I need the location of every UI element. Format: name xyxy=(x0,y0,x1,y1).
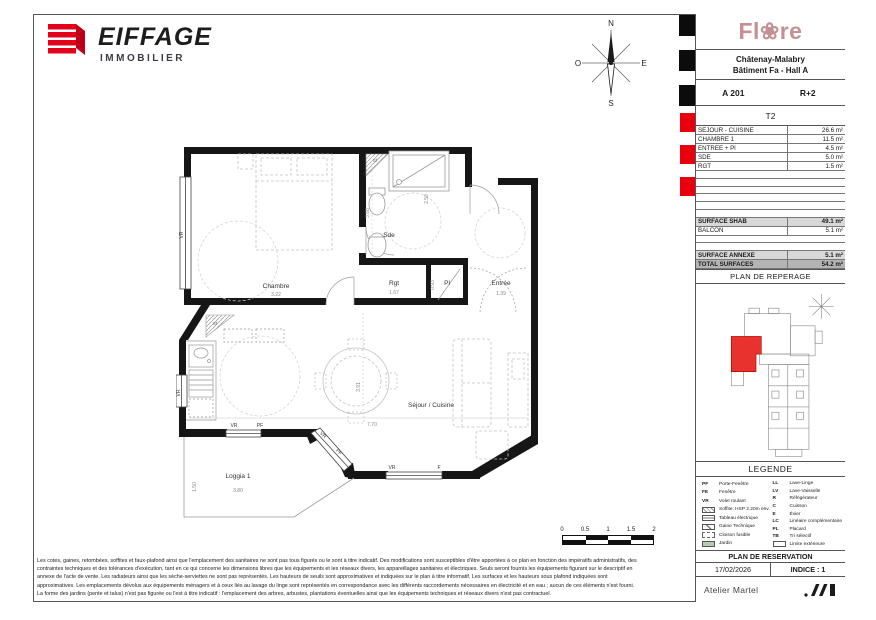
legal-disclaimer: Les cotes, gaines, retombées, soffites et faux-plafond ainsi que l'emplacement des sanitaires ne sont pas tous figurés ou le sont à titre indicatif. Des modifications sont susceptibles d'être apportées à ce plan en fonction des impératifs administratifs, des contraintes techniques et des tolérances d'exécution, tant en ce qui concerne les dimensions libres que les équipements et les réseaux divers, les appareillages sanitaires et électriques. Seuls seront fournis les équipements figurant sur le descriptif en annexe de l'acte de vente. Les radiateurs ainsi que les sèche-serviettes ne sont pas représentés. Les hauteurs de seuils sont approximatives et indiquées sur le plan à titre informatif. Les surfaces et les hauteurs sous plafond indiquées sont approximatives. Les emplacements dévolus aux équipements ménagers et à ceux liés au lavage du linge sont représentés en correspondance avec les différents raccordements nécessaires en électricité et en eau ; aucun de ces éléments n'est fourni. La forme des jardins (pente et talus) n'est pas figurée ou l'est à titre indicatif : l'emplacement des arbres, arbustes, plantations éventuelles ainsi que les équipements techniques et réseaux divers n'est pas contractuel. xyxy=(37,558,637,597)
svg-text:1.50: 1.50 xyxy=(192,482,198,492)
reperage-title: PLAN DE REPERAGE xyxy=(696,270,845,284)
room-rgt: Rgt xyxy=(388,280,400,287)
legend-item: LV Lave-Vaisselle xyxy=(772,488,821,494)
floor-plan xyxy=(176,133,546,528)
eiffage-logo xyxy=(48,24,212,64)
plan-indice: INDICE : 1 xyxy=(770,563,845,576)
floor-level: R+2 xyxy=(799,87,816,98)
legend-item: Gaine Technique xyxy=(702,523,773,531)
svg-text:VR: VR xyxy=(176,389,182,397)
eiffage-wordmark: EIFFAGE xyxy=(98,23,212,51)
surface-row xyxy=(696,202,845,210)
svg-text:VR: VR xyxy=(388,465,396,471)
legend-item: VR Volet roulant xyxy=(702,498,746,504)
svg-text:PF: PF xyxy=(256,423,264,429)
flore-text: re xyxy=(779,18,803,44)
plan-date: 17/02/2026 xyxy=(715,565,751,574)
title-block-panel xyxy=(695,14,845,602)
reperage-map xyxy=(696,284,845,462)
svg-text:3.80: 3.80 xyxy=(233,488,243,494)
flore-text: Fl xyxy=(738,18,760,44)
surface-row: SDE 5.0 m² xyxy=(698,153,843,161)
scale-bar xyxy=(560,527,656,545)
compass-e: E xyxy=(641,59,647,68)
jardin-swatch-icon xyxy=(702,541,715,547)
legend-item: FE Fenêtre xyxy=(702,490,736,496)
scale-bar-ticks: 0 0.5 1 1.5 2 xyxy=(560,527,656,533)
tableau-swatch-icon xyxy=(702,515,715,521)
surface-row: TOTAL SURFACES 54.2 m² xyxy=(698,260,843,268)
gaine-swatch-icon xyxy=(702,524,715,530)
plan-walls xyxy=(179,147,538,479)
legend-item: Jardin xyxy=(702,540,773,548)
dimension-labels xyxy=(192,194,506,494)
project-location xyxy=(696,50,845,80)
svg-text:VR: VR xyxy=(230,423,238,429)
bathroom-fixtures xyxy=(368,151,449,257)
legend-item: E Évier xyxy=(772,511,801,517)
legend-item: Cloison fusible xyxy=(702,531,773,539)
limite-swatch-icon xyxy=(773,541,786,547)
surface-row: RGT 1.5 m² xyxy=(698,162,843,170)
bedroom-furniture xyxy=(238,154,332,250)
room-sde: Sde xyxy=(383,232,395,239)
legend-item: LC Linéaire complémentaire xyxy=(772,519,843,525)
living-furniture xyxy=(315,339,528,459)
cloison-swatch-icon xyxy=(702,532,715,538)
legend-item: Limite extérieure xyxy=(773,541,844,549)
svg-text:3.22: 3.22 xyxy=(271,292,281,298)
surface-row: SURFACE ANNEXE 5.1 m² xyxy=(698,251,843,259)
surface-row xyxy=(696,194,845,202)
svg-text:3.88: 3.88 xyxy=(365,208,371,218)
compass-n: N xyxy=(608,19,614,28)
legend-item: C Cuisson xyxy=(772,503,807,509)
building-key-plan xyxy=(704,287,838,459)
surface-row xyxy=(696,236,845,244)
surface-table xyxy=(696,126,845,270)
lot-number: A 201 xyxy=(722,87,745,98)
surface-row xyxy=(696,187,845,195)
room-chambre: Chambre xyxy=(262,283,290,290)
svg-text:3.91: 3.91 xyxy=(356,382,362,392)
legend-item: LL Lave-Linge xyxy=(772,481,814,487)
reservation-title: PLAN DE RESERVATION xyxy=(696,551,845,563)
surface-row xyxy=(696,179,845,187)
legend-left-column xyxy=(702,480,773,548)
kitchen-fixtures xyxy=(186,329,284,420)
room-loggia: Loggia 1 xyxy=(225,473,251,480)
compass-o: O xyxy=(574,59,582,68)
legend-item: Tableau électrique xyxy=(702,514,773,522)
reperage-unit-highlight xyxy=(731,336,761,371)
legend-right-column xyxy=(773,480,844,548)
surface-row: ENTREE + Pl 4.5 m² xyxy=(698,144,843,152)
room-pl: Pl xyxy=(444,280,450,287)
svg-text:7.70: 7.70 xyxy=(367,422,377,428)
legend-item: TB Tri sélectif xyxy=(772,534,812,540)
surface-row: SEJOUR - CUISINE 26.6 m² xyxy=(698,126,843,134)
svg-text:2.58: 2.58 xyxy=(424,194,430,204)
surface-row: SURFACE SHAB 49.1 m² xyxy=(698,218,843,225)
lot-row xyxy=(696,80,845,106)
legend-item: PL Placard xyxy=(772,526,806,532)
svg-text:PF: PF xyxy=(334,447,344,457)
compass-rose-icon xyxy=(574,16,648,108)
apartment-type: T2 xyxy=(696,106,845,126)
legend-title: LEGENDE xyxy=(696,462,845,477)
svg-text:1.67: 1.67 xyxy=(389,290,399,296)
legend-item: R Réfrigérateur xyxy=(772,496,818,502)
soffite-hatch xyxy=(206,315,234,337)
legend-item: Soffite: HSP 2.20m env. xyxy=(702,506,773,514)
eiffage-subtitle: IMMOBILIER xyxy=(100,53,185,64)
soffite-label: Sf xyxy=(372,158,378,163)
svg-text:VR: VR xyxy=(318,430,328,440)
reservation-meta xyxy=(696,563,845,577)
soffite-label: Sf xyxy=(212,321,218,326)
architect-name: Atelier Martel xyxy=(704,584,759,595)
city: Châtenay-Malabry xyxy=(736,54,805,64)
flore-logo xyxy=(696,14,845,50)
svg-text:VR: VR xyxy=(179,231,185,239)
svg-text:1.39: 1.39 xyxy=(496,291,506,297)
hatch-swatch-icon xyxy=(702,507,715,513)
flore-flower-icon: ❀ xyxy=(759,18,780,44)
legend-item: PF Porte-Fenêtre xyxy=(702,481,749,487)
legend-body xyxy=(696,477,845,551)
compass-s: S xyxy=(608,99,614,108)
surface-row: CHAMBRE 1 11.5 m² xyxy=(698,135,843,143)
building: Bâtiment Fa - Hall A xyxy=(732,65,809,75)
eiffage-logo-icon xyxy=(48,24,88,58)
scale-bar-segments xyxy=(562,535,654,545)
svg-text:F: F xyxy=(437,465,441,471)
room-sejour: Séjour / Cuisine xyxy=(408,402,454,409)
atelier-martel-logo-icon xyxy=(803,582,837,598)
room-entree: Entrée xyxy=(491,280,511,287)
surface-row: BALCON 5.1 m² xyxy=(698,227,843,234)
svg-text:0.93: 0.93 xyxy=(430,280,436,290)
architect-row xyxy=(696,577,845,602)
surface-row xyxy=(696,171,845,179)
